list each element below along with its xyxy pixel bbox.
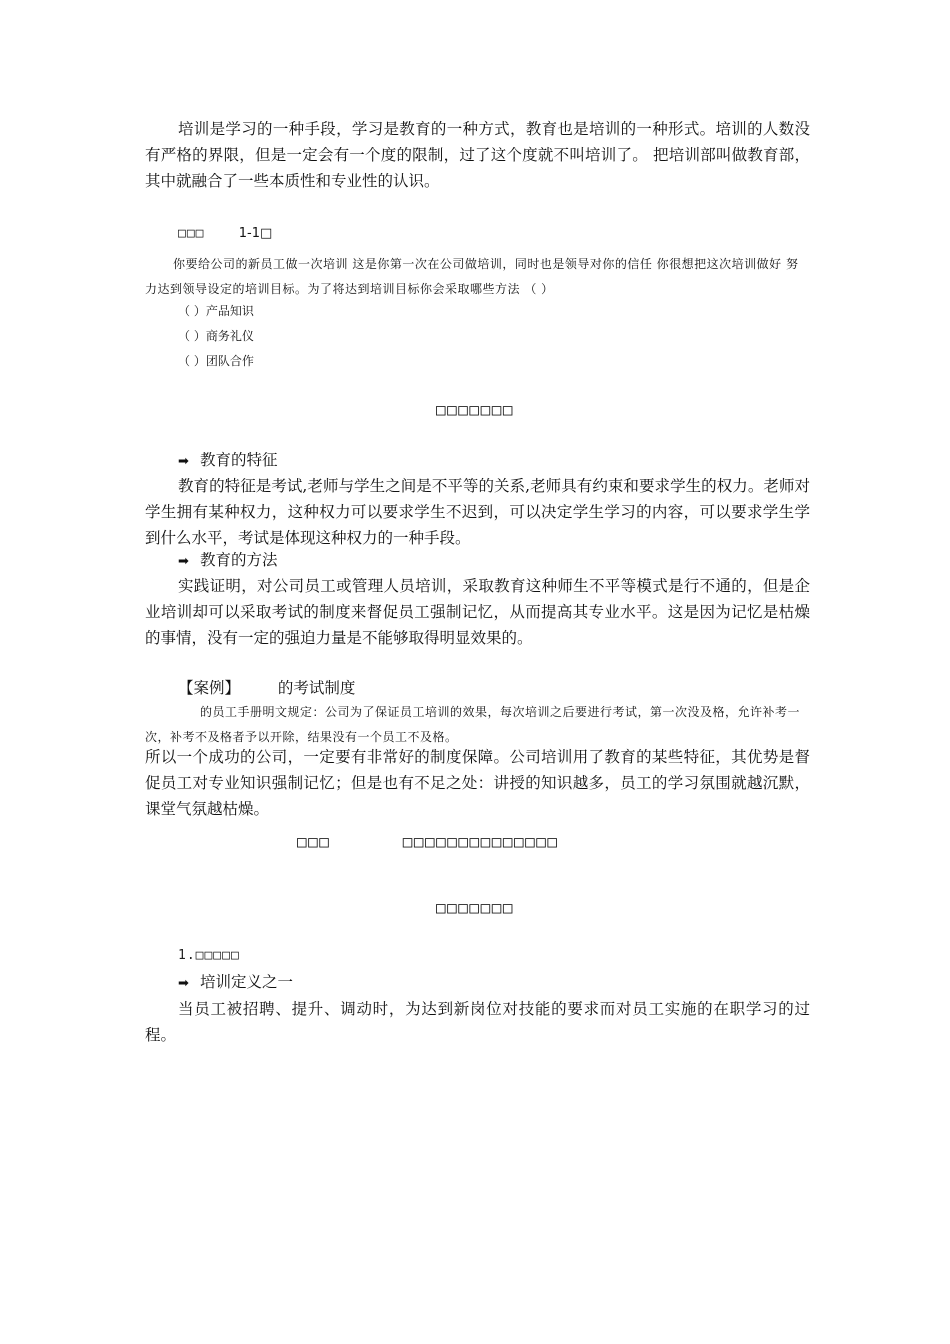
exercise-question: 你要给公司的新员工做一次培训 这是你第一次在公司做培训，同时也是领导对你的信任 你很想把这次培训做好 努力达到领导设定的培训目标。为了将达到培训目标你会采取哪些方法 （ ） bbox=[145, 257, 799, 296]
exercise-option: （ ）团队合作 bbox=[178, 354, 254, 368]
case-title: 的考试制度 bbox=[277, 679, 356, 697]
paragraph: 教育的特征是考试,老师与学生之间是不平等的关系,老师具有约束和要求学生的权力。老师对学生拥有某种权力，这种权力可以要求学生不迟到，可以决定学生学习的内容，可以要求学生学到什么水平，考试是体现这种权力的一种手段。 bbox=[145, 477, 810, 547]
paragraph: 所以一个成功的公司，一定要有非常好的制度保障。公司培训用了教育的某些特征，其优势是督促员工对专业知识强制记忆；但是也有不足之处：讲授的知识越多，员工的学习氛围就越沉默，课堂气氛越枯燥。 bbox=[145, 748, 810, 818]
chapter-heading-right: □□□□□□□□□□□□□□ bbox=[402, 832, 559, 851]
exercise-option: （ ）产品知识 bbox=[178, 304, 254, 318]
chapter-heading bbox=[297, 832, 559, 851]
case-text: 的员工手册明文规定：公司为了保证员工培训的效果，每次培训之后要进行考试，第一次没及格，允许补考一次，补考不及格者予以开除，结果没有一个员工不及格。 bbox=[145, 705, 801, 744]
bullet-item bbox=[178, 970, 293, 996]
case-heading bbox=[178, 676, 355, 698]
paragraph: 当员工被招聘、提升、调动时，为达到新岗位对技能的要求而对员工实施的在职学习的过程。 bbox=[145, 1000, 810, 1044]
bullet-label: 教育的特征 bbox=[200, 451, 278, 469]
bullet-label: 教育的方法 bbox=[200, 551, 278, 569]
arrow-right-icon: ➡ bbox=[178, 554, 189, 569]
paragraph: 实践证明，对公司员工或管理人员培训，采取教育这种师生不平等模式是行不通的，但是企业培训却可以采取考试的制度来督促员工强制记忆，从而提高其专业水平。这是因为记忆是枯燥的事情，没有一定的强迫力量是不能够取得明显效果的。 bbox=[145, 577, 810, 647]
intro-paragraph: 培训是学习的一种手段，学习是教育的一种方式，教育也是培训的一种形式。培训的人数没有严格的界限，但是一定会有一个度的限制，过了这个度就不叫培训了。 把培训部叫做教育部，其中就融合了一些本质性和专业性的认识。 bbox=[145, 120, 810, 190]
exercise-label: □□□ bbox=[178, 226, 205, 241]
arrow-right-icon: ➡ bbox=[178, 454, 189, 469]
bullet-item bbox=[178, 448, 278, 474]
section-heading: □□□□□□□ bbox=[436, 400, 514, 419]
exercise-option: （ ）商务礼仪 bbox=[178, 329, 254, 343]
arrow-right-icon: ➡ bbox=[178, 976, 189, 991]
bullet-label: 培训定义之一 bbox=[200, 973, 294, 991]
numbered-item: 1.□□□□□ bbox=[178, 948, 240, 963]
case-label: 【案例】 bbox=[178, 679, 241, 697]
exercise-header bbox=[178, 226, 272, 241]
exercise-number: 1-1□ bbox=[238, 226, 273, 241]
bullet-item bbox=[178, 548, 278, 574]
chapter-heading-left: □□□ bbox=[297, 832, 331, 851]
section-heading: □□□□□□□ bbox=[436, 898, 514, 917]
